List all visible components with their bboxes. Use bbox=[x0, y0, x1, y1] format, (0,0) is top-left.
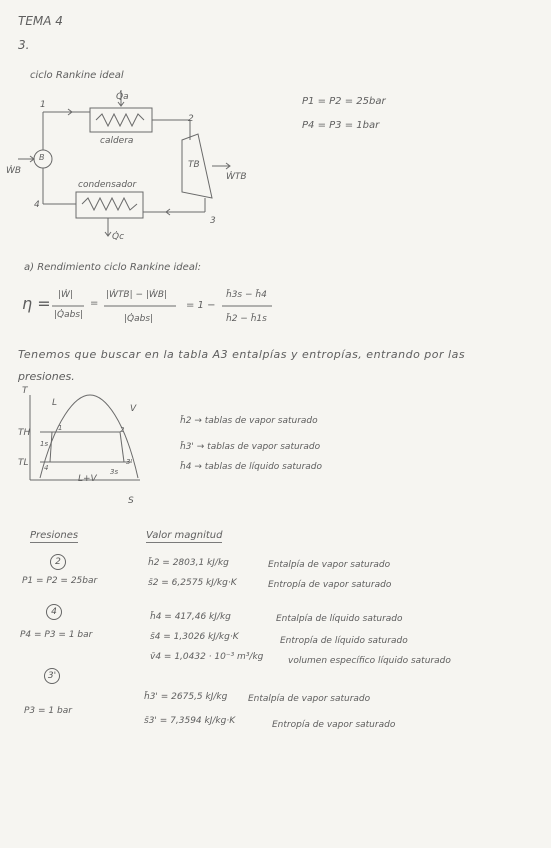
table-ref-symbol: h̄4 bbox=[180, 462, 192, 472]
ts-T-label: T bbox=[22, 386, 28, 396]
condenser-box bbox=[76, 192, 143, 218]
group-pressure: P1 = P2 = 25bar bbox=[22, 576, 98, 586]
pump-work-label: ẆB bbox=[6, 166, 22, 176]
value-row: s̄3' = 7,3594 kJ/kg·K bbox=[144, 716, 236, 726]
frac1-numerator: |Ẇ| bbox=[58, 290, 73, 300]
frac2-numerator: |ẆTB| − |ẆB| bbox=[106, 290, 168, 300]
ts-V-label: V bbox=[130, 404, 137, 414]
equals-one-minus: = 1 − bbox=[186, 300, 216, 311]
boiler-coil bbox=[96, 114, 144, 126]
col-header-valor: Valor magnitud bbox=[146, 530, 223, 541]
value-row: h̄3' = 2675,5 kJ/kg bbox=[144, 692, 228, 702]
desc-row: Entalpía de vapor saturado bbox=[248, 694, 371, 704]
value-row: h̄4 = 417,46 kJ/kg bbox=[150, 612, 231, 622]
part-a-title: a) Rendimiento ciclo Rankine ideal: bbox=[24, 262, 202, 273]
group-pressure: P3 = 1 bar bbox=[24, 706, 72, 716]
boiler-label: caldera bbox=[100, 136, 134, 146]
value-row: h̄2 = 2803,1 kJ/kg bbox=[148, 558, 229, 568]
cycle-title: ciclo Rankine ideal bbox=[30, 70, 124, 81]
table-ref-h4 bbox=[180, 462, 322, 472]
ts-point-1s: 1s bbox=[40, 440, 49, 448]
pressure-high: P1 = P2 = 25bar bbox=[302, 96, 386, 107]
desc-row: volumen específico líquido saturado bbox=[288, 656, 451, 666]
exercise-number: 3. bbox=[18, 38, 30, 52]
table-ref-text: → tablas de líquido saturado bbox=[194, 462, 323, 472]
desc-row: Entropía de vapor saturado bbox=[268, 580, 392, 590]
table-ref-h3p bbox=[180, 442, 320, 452]
ts-point-1: 1 bbox=[58, 424, 63, 432]
node-3-label: 3 bbox=[210, 216, 216, 226]
boiler-box bbox=[90, 108, 152, 132]
node-2-label: 2 bbox=[188, 114, 194, 124]
pump-label: B bbox=[39, 153, 45, 162]
value-row: s̄4 = 1,3026 kJ/kg·K bbox=[150, 632, 239, 642]
paragraph-line-2: presiones. bbox=[18, 370, 75, 383]
node-1-label: 1 bbox=[40, 100, 46, 110]
turbine-work-label: ẆTB bbox=[226, 172, 247, 182]
ts-point-3s: 3s bbox=[110, 468, 119, 476]
pressure-low: P4 = P3 = 1bar bbox=[302, 120, 380, 131]
table-ref-symbol: h̄3' bbox=[180, 442, 194, 452]
desc-row: Entropía de vapor saturado bbox=[272, 720, 396, 730]
value-row: v̄4 = 1,0432 · 10⁻³ m³/kg bbox=[150, 652, 264, 662]
table-ref-text: → tablas de vapor saturado bbox=[196, 442, 321, 452]
equals-1: = bbox=[90, 298, 99, 309]
q-absorbed-label: Q̇a bbox=[116, 92, 129, 102]
ts-point-4: 4 bbox=[44, 464, 49, 472]
group-pressure: P4 = P3 = 1 bar bbox=[20, 630, 93, 640]
desc-row: Entalpía de vapor saturado bbox=[268, 560, 391, 570]
ts-LV-label: L+V bbox=[78, 474, 97, 484]
state-circle-4: 4 bbox=[46, 604, 62, 620]
q-condenser-label: Q̇c bbox=[112, 232, 125, 242]
table-ref-text: → tablas de vapor saturado bbox=[194, 416, 318, 426]
node-4-label: 4 bbox=[34, 200, 40, 210]
ts-s-label: S bbox=[128, 496, 134, 506]
table-ref-symbol: h̄2 bbox=[180, 416, 192, 426]
ts-point-3p: 3' bbox=[126, 458, 133, 466]
turbine-label: TB bbox=[188, 160, 200, 170]
table-ref-h2 bbox=[180, 416, 318, 426]
eta-symbol: η = bbox=[22, 294, 51, 313]
condenser-label: condensador bbox=[78, 180, 137, 190]
ts-L-label: L bbox=[52, 398, 58, 408]
col-header-presiones: Presiones bbox=[30, 530, 79, 541]
condenser-coil bbox=[82, 198, 137, 210]
frac1-denominator: |Q̇abs| bbox=[54, 310, 84, 320]
state-circle-2: 2 bbox=[50, 554, 66, 570]
frac3-numerator: h̄3s − h̄4 bbox=[226, 290, 267, 300]
ts-TL-label: TL bbox=[18, 458, 29, 468]
ts-point-2: 2 bbox=[120, 426, 125, 434]
tema-heading: TEMA 4 bbox=[18, 14, 63, 28]
value-row: s̄2 = 6,2575 kJ/kg·K bbox=[148, 578, 237, 588]
ts-TH-label: TH bbox=[18, 428, 31, 438]
desc-row: Entalpía de líquido saturado bbox=[276, 614, 403, 624]
frac3-denominator: h̄2 − h̄1s bbox=[226, 314, 267, 324]
frac2-denominator: |Q̇abs| bbox=[124, 314, 154, 324]
state-circle-3p: 3' bbox=[44, 668, 60, 684]
paragraph-line-1: Tenemos que buscar en la tabla A3 entalpías y entropías, entrando por las bbox=[18, 348, 466, 361]
desc-row: Entropía de líquido saturado bbox=[280, 636, 408, 646]
